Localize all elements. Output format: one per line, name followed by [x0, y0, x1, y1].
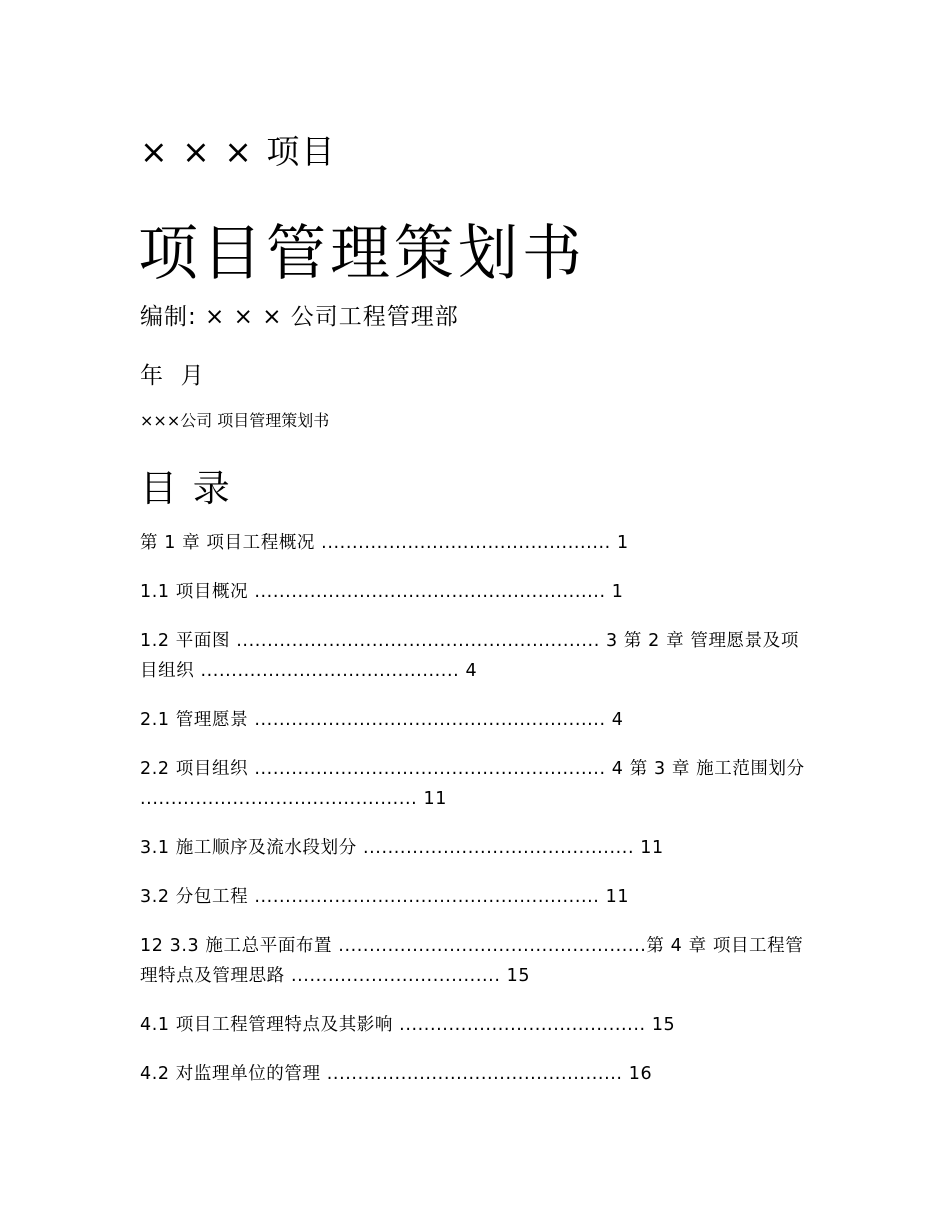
toc-entry-2-1[interactable]: 2.1 管理愿景 ......................................................... 4	[140, 710, 624, 730]
toc-entry-chapter-1[interactable]: 第 1 章 项目工程概况 ............................................... 1	[140, 533, 629, 553]
compiler-line: 编制: × × × 公司工程管理部	[140, 304, 459, 330]
toc-entry-3-2[interactable]: 3.2 分包工程 ........................................................ 11	[140, 887, 630, 907]
toc-entry-3-3[interactable]: 12 3.3 施工总平面布置 ..................................................第 4 章 项目工程管理特点及管理思路 .................................. 15	[140, 936, 804, 986]
toc-title: 目 录	[140, 467, 232, 510]
table-of-contents	[140, 528, 805, 1108]
toc-entry-4-1[interactable]: 4.1 项目工程管理特点及其影响 ........................................ 15	[140, 1015, 676, 1035]
toc-entry-2-2[interactable]: 2.2 项目组织 ......................................................... 4 第 3 章 施工范围划分 ............................................. 11	[140, 759, 805, 809]
toc-entry-3-1[interactable]: 3.1 施工顺序及流水段划分 ............................................ 11	[140, 838, 664, 858]
document-main-title: 项目管理策划书	[138, 219, 586, 289]
project-name-line: × × × 项目	[140, 132, 337, 171]
toc-entry-1-2[interactable]: 1.2 平面图 ........................................................... 3 第 2 章 管理愿景及项目组织 .......................................... 4	[140, 631, 799, 681]
date-line: 年 月	[140, 363, 205, 389]
toc-entry-1-1[interactable]: 1.1 项目概况 ......................................................... 1	[140, 582, 624, 602]
toc-entry-4-2[interactable]: 4.2 对监理单位的管理 ................................................ 16	[140, 1064, 653, 1084]
running-header: ×××公司 项目管理策划书	[140, 411, 330, 430]
